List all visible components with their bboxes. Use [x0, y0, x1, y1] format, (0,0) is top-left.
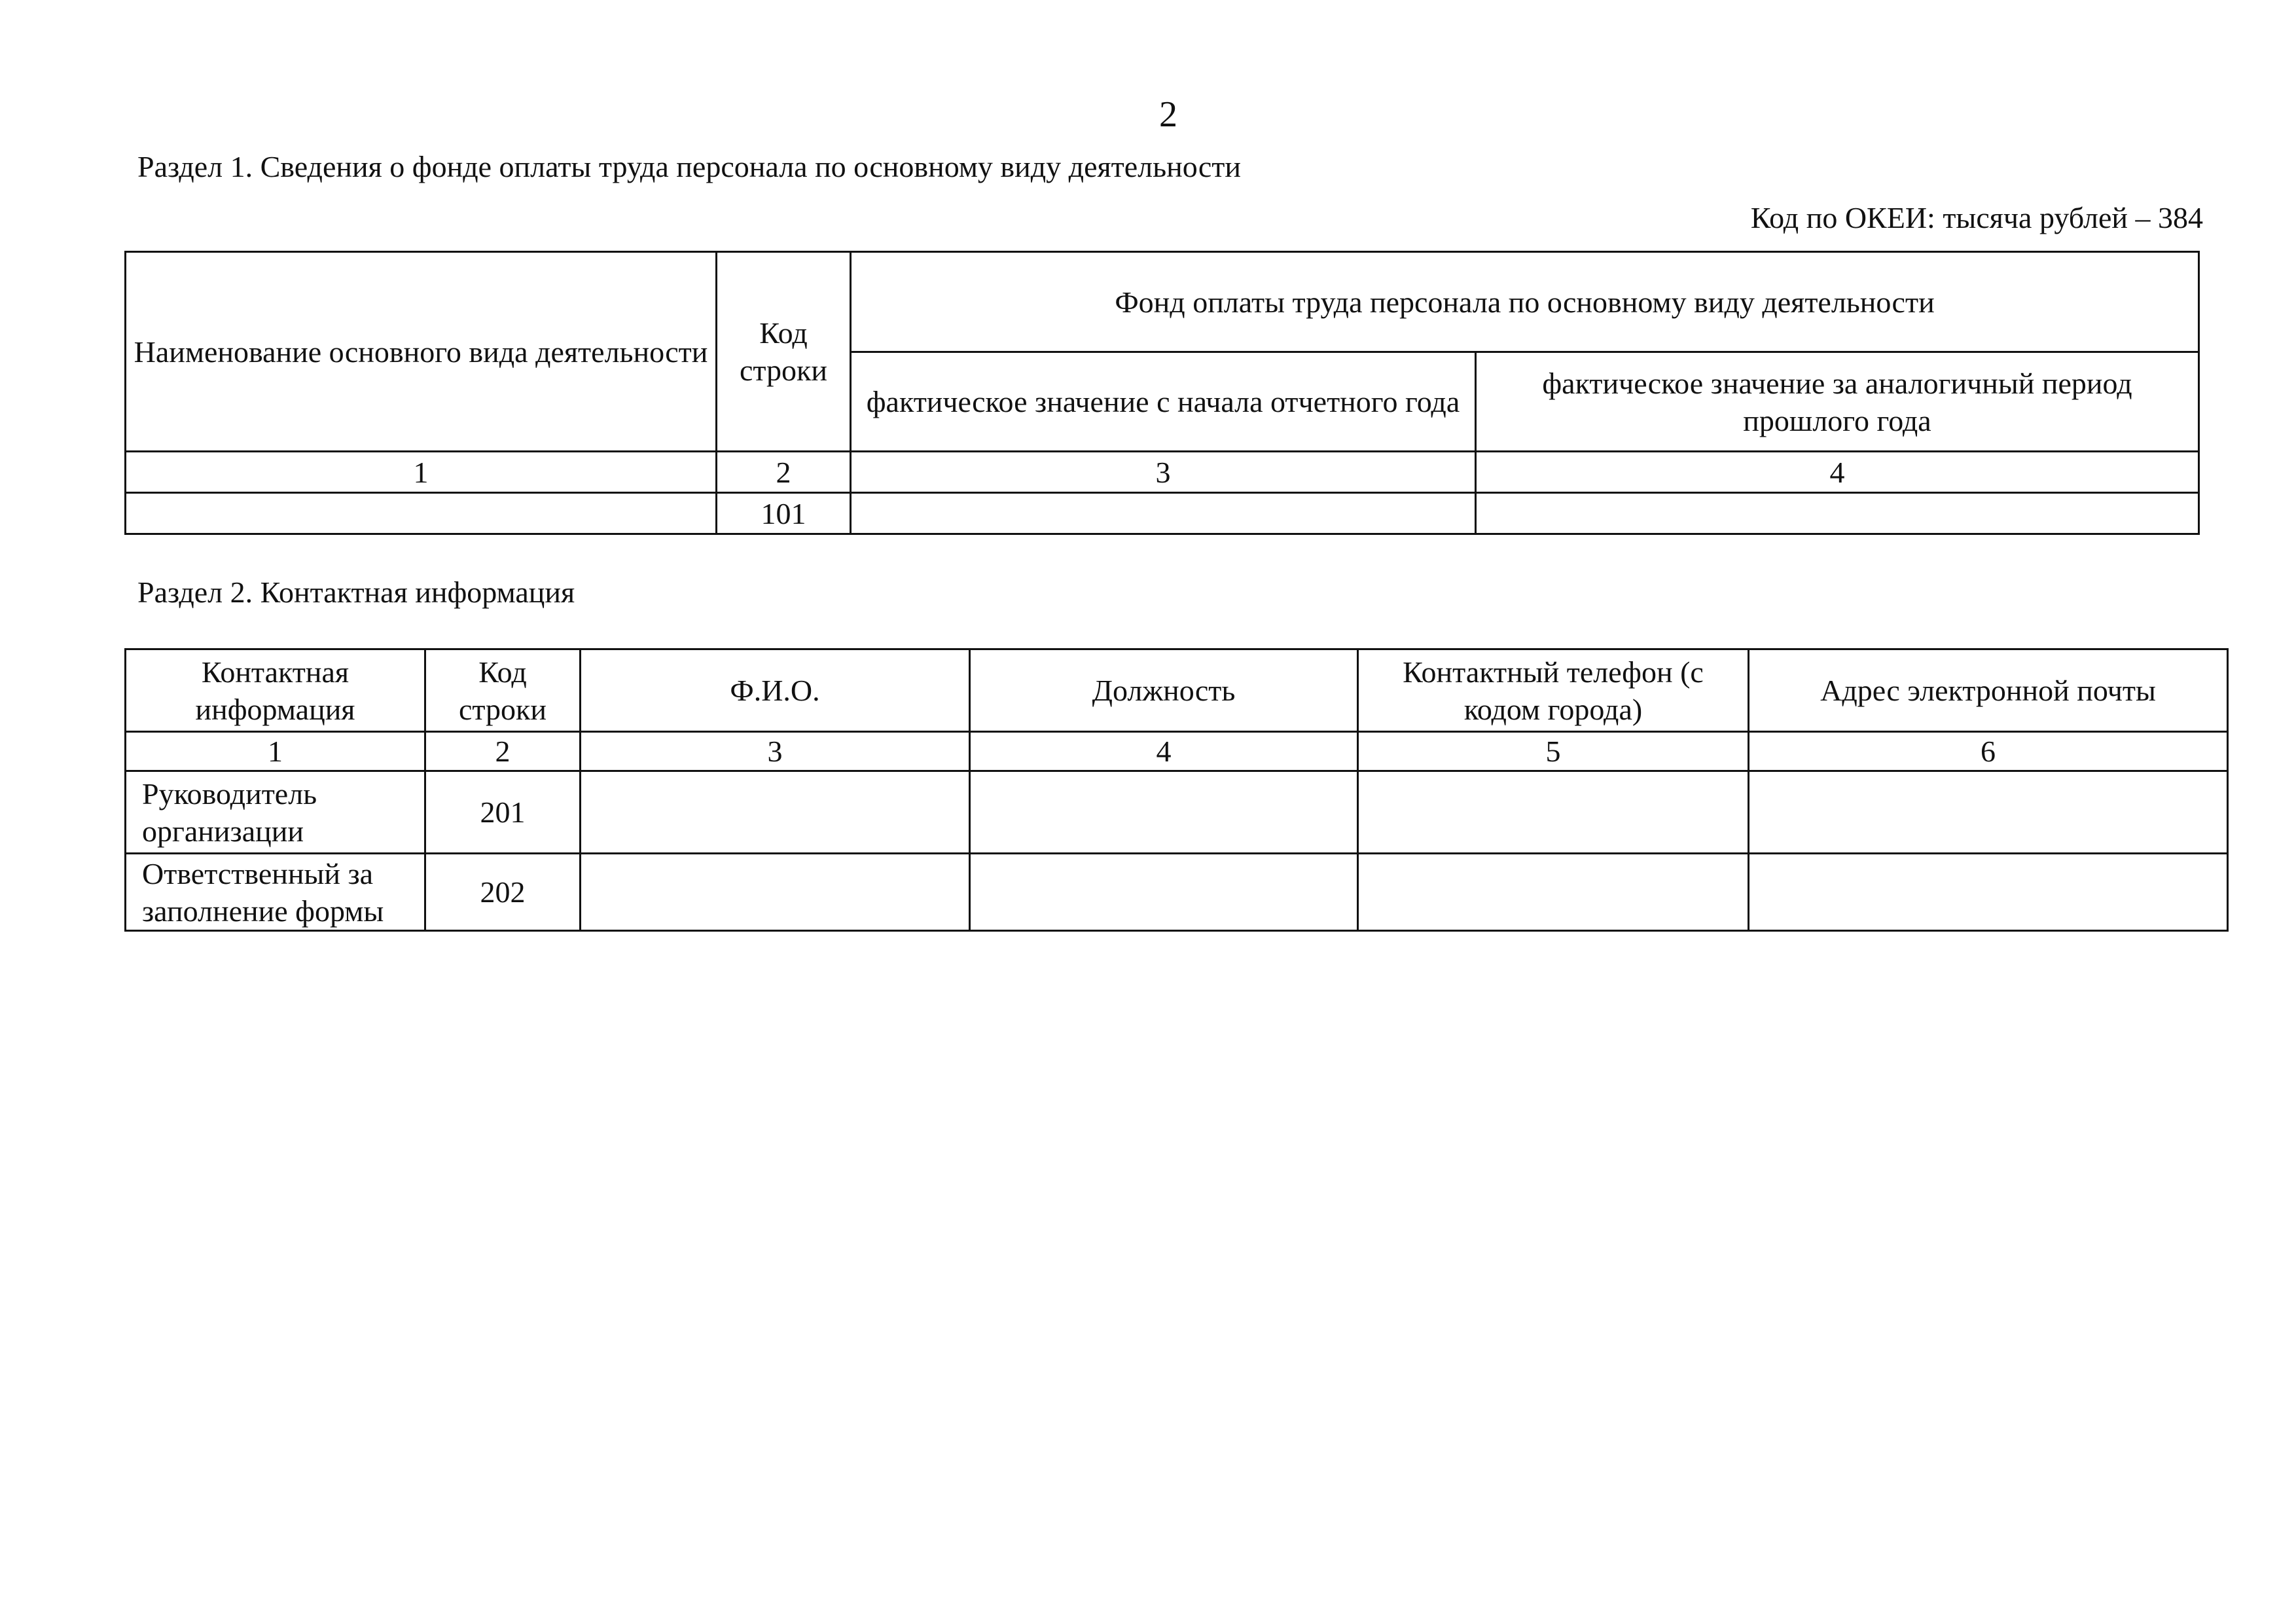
column-number: 6 [1749, 732, 2228, 771]
column-number: 1 [126, 452, 717, 493]
table-row [126, 493, 2199, 534]
email-cell[interactable] [1749, 854, 2228, 931]
column-number: 2 [425, 732, 581, 771]
column-number: 2 [717, 452, 851, 493]
actual-current-cell[interactable] [851, 493, 1476, 534]
contact-role-label: Руководитель организации [126, 771, 425, 854]
table-row [126, 854, 2228, 931]
contact-role-label: Ответственный за заполнение формы [126, 854, 425, 931]
header-fund-group: Фонд оплаты труда персонала по основному виду деятельности [851, 252, 2199, 352]
column-number: 5 [1358, 732, 1749, 771]
okei-code: Код по ОКЕИ: тысяча рублей – 384 [1750, 201, 2203, 234]
header-row [126, 649, 2228, 732]
activity-name-cell[interactable] [126, 493, 717, 534]
header-contact-info: Контактная информация [126, 649, 425, 732]
contact-info-table [124, 648, 2229, 932]
phone-cell[interactable] [1358, 771, 1749, 854]
column-number: 3 [581, 732, 970, 771]
full-name-cell[interactable] [581, 771, 970, 854]
row-code-cell: 201 [425, 771, 581, 854]
header-activity-name: Наименование основного вида деятельности [126, 252, 717, 452]
column-number: 1 [126, 732, 425, 771]
email-cell[interactable] [1749, 771, 2228, 854]
column-number: 3 [851, 452, 1476, 493]
column-number-row [126, 452, 2199, 493]
column-number: 4 [1476, 452, 2199, 493]
header-email: Адрес электронной почты [1749, 649, 2228, 732]
header-actual-previous-year: фактическое значение за аналогичный период прошлого года [1476, 352, 2199, 452]
row-code-cell: 202 [425, 854, 581, 931]
full-name-cell[interactable] [581, 854, 970, 931]
header-phone: Контактный телефон (с кодом города) [1358, 649, 1749, 732]
section-2-title: Раздел 2. Контактная информация [137, 575, 575, 609]
header-row-code: Код строки [425, 649, 581, 732]
header-full-name: Ф.И.О. [581, 649, 970, 732]
row-code-cell: 101 [717, 493, 851, 534]
column-number-row [126, 732, 2228, 771]
column-number: 4 [970, 732, 1358, 771]
header-actual-current-year: фактическое значение с начала отчетного года [851, 352, 1476, 452]
section-1-title: Раздел 1. Сведения о фонде оплаты труда персонала по основному виду деятельности [137, 150, 1242, 183]
header-position: Должность [970, 649, 1358, 732]
position-cell[interactable] [970, 854, 1358, 931]
position-cell[interactable] [970, 771, 1358, 854]
actual-previous-cell[interactable] [1476, 493, 2199, 534]
phone-cell[interactable] [1358, 854, 1749, 931]
page-number: 2 [1159, 94, 1177, 135]
header-row-code: Код строки [717, 252, 851, 452]
table-row [126, 771, 2228, 854]
payroll-fund-table [124, 251, 2200, 535]
